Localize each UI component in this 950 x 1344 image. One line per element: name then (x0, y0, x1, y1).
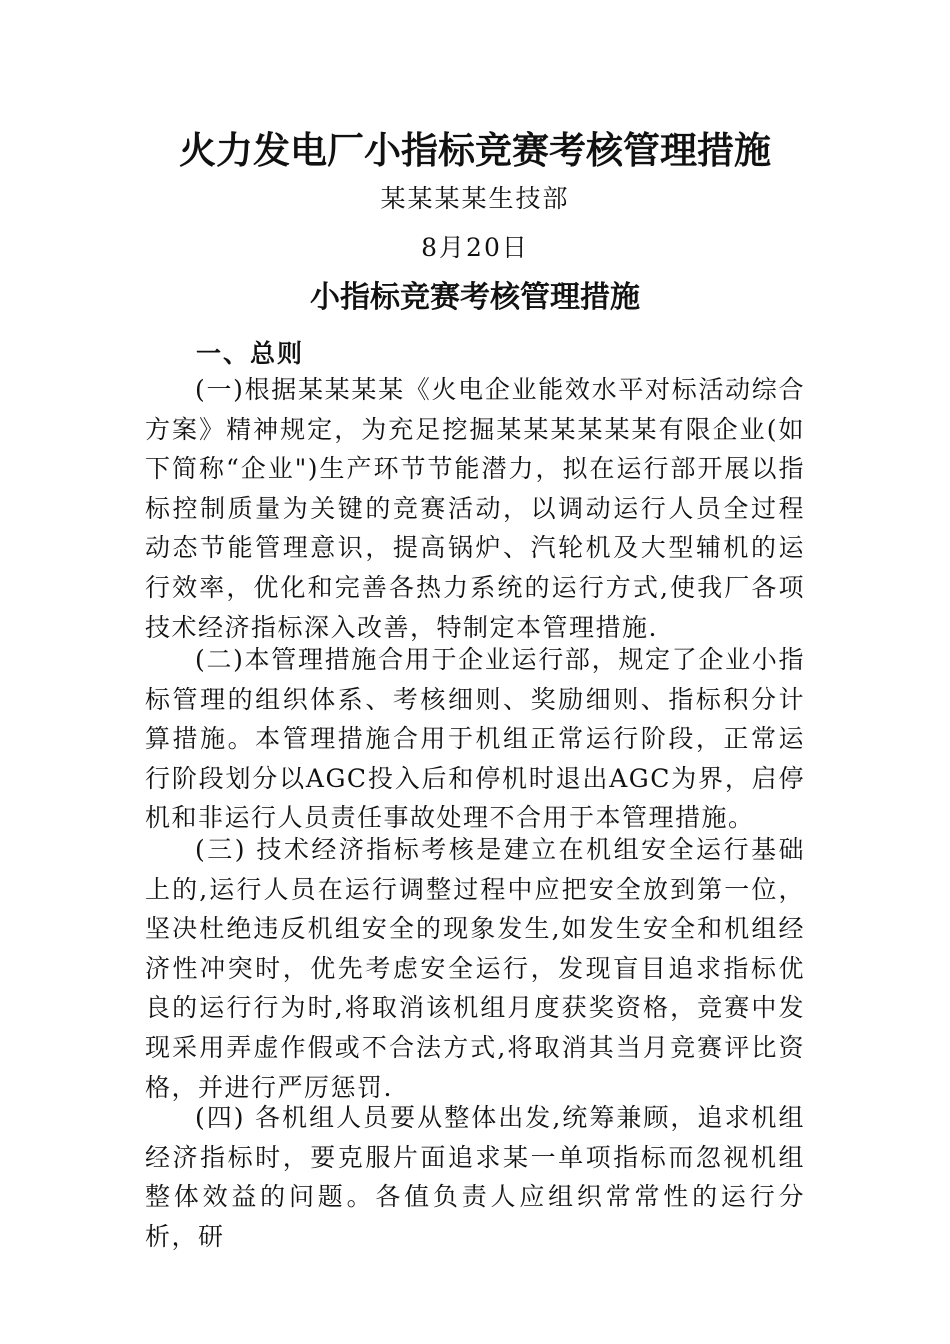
document-subtitle: 小指标竞赛考核管理措施 (310, 280, 640, 315)
document-title: 火力发电厂小指标竞赛考核管理措施 (179, 128, 771, 172)
issuing-department: 某某某某生技部 (380, 184, 570, 213)
document-date: 8月20日 (421, 233, 529, 262)
paragraph-2: (二)本管理措施合用于企业运行部，规定了企业小指标管理的组织体系、考核细则、奖励细则、指标积分计算措施。本管理措施合用于机组正常运行阶段，正常运行阶段划分以AGC投入后和停机时退出AGC为界，启停机和非运行人员责任事故处理不合用于本管理措施。 (145, 645, 805, 833)
paragraph-1: (一)根据某某某某《火电企业能效水平对标活动综合方案》精神规定，为充足挖掘某某某某某某有限企业(如下简称“企业")生产环节节能潜力，拟在运行部开展以指标控制质量为关键的竞赛活动，以调动运行人员全过程动态节能管理意识，提高锅炉、汽轮机及大型辅机的运行效率，优化和完善各热力系统的运行方式,使我厂各项技术经济指标深入改善，特制定本管理措施. (145, 375, 805, 642)
paragraph-4: (四) 各机组人员要从整体出发,统筹兼顾，追求机组经济指标时，要克服片面追求某一单项指标而忽视机组整体效益的问题。各值负责人应组织常常性的运行分析，研 (145, 1103, 805, 1251)
paragraph-3: (三) 技术经济指标考核是建立在机组安全运行基础上的,运行人员在运行调整过程中应把安全放到第一位，坚决杜绝违反机组安全的现象发生,如发生安全和机组经济性冲突时，优先考虑安全运行，发现盲目追求指标优良的运行行为时,将取消该机组月度获奖资格，竞赛中发现采用弄虚作假或不合法方式,将取消其当月竞赛评比资格，并进行严厉惩罚. (145, 835, 805, 1102)
section-heading: 一、总则 (196, 339, 305, 368)
